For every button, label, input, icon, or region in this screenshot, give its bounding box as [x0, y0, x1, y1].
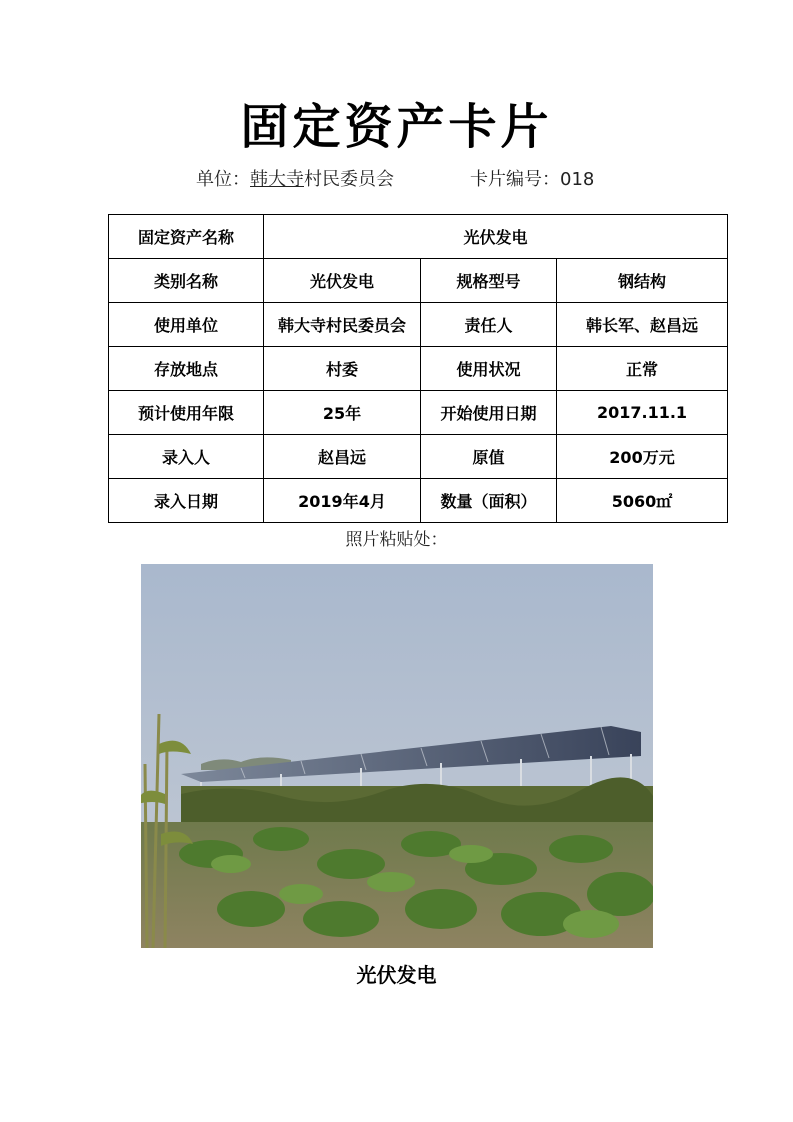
photo-caption: 光伏发电 [356, 963, 437, 987]
status-label: 使用状况 [421, 347, 557, 391]
card-number-value: 018 [560, 169, 595, 190]
table-row [109, 215, 728, 259]
asset-photo [141, 564, 653, 948]
quantity-label: 数量（面积） [421, 479, 557, 523]
original-value-value: 200万元 [557, 435, 728, 479]
location-label: 存放地点 [109, 347, 264, 391]
category-label: 类别名称 [109, 259, 264, 303]
responsible-value: 韩长军、赵昌远 [557, 303, 728, 347]
life-label: 预计使用年限 [109, 391, 264, 435]
table-row [109, 347, 728, 391]
entered-by-label: 录入人 [109, 435, 264, 479]
card-number-label: 卡片编号： [470, 169, 560, 190]
table-row [109, 391, 728, 435]
asset-name-label: 固定资产名称 [109, 215, 264, 259]
asset-table [108, 214, 728, 523]
start-date-value: 2017.11.1 [557, 391, 728, 435]
unit-line [196, 166, 394, 194]
location-value: 村委 [264, 347, 421, 391]
table-row [109, 303, 728, 347]
unit-label: 单位： [196, 169, 250, 190]
photo-paste-label: 照片粘贴处： [345, 530, 448, 550]
spec-value: 钢结构 [557, 259, 728, 303]
unit-value-rest: 村民委员会 [304, 169, 394, 190]
entry-date-value: 2019年4月 [264, 479, 421, 523]
entered-by-value: 赵昌远 [264, 435, 421, 479]
table-row [109, 259, 728, 303]
life-value: 25年 [264, 391, 421, 435]
table-row [109, 479, 728, 523]
quantity-value: 5060㎡ [557, 479, 728, 523]
original-value-label: 原值 [421, 435, 557, 479]
card-number-line [470, 166, 594, 194]
spec-label: 规格型号 [421, 259, 557, 303]
table-row [109, 435, 728, 479]
page-title: 固定资产卡片 [240, 99, 553, 155]
entry-date-label: 录入日期 [109, 479, 264, 523]
status-value: 正常 [557, 347, 728, 391]
user-unit-value: 韩大寺村民委员会 [264, 303, 421, 347]
solar-field-photo-image [141, 564, 653, 948]
unit-value-underlined: 韩大寺 [250, 169, 304, 190]
category-value: 光伏发电 [264, 259, 421, 303]
asset-name-value: 光伏发电 [264, 215, 728, 259]
start-date-label: 开始使用日期 [421, 391, 557, 435]
responsible-label: 责任人 [421, 303, 557, 347]
user-unit-label: 使用单位 [109, 303, 264, 347]
